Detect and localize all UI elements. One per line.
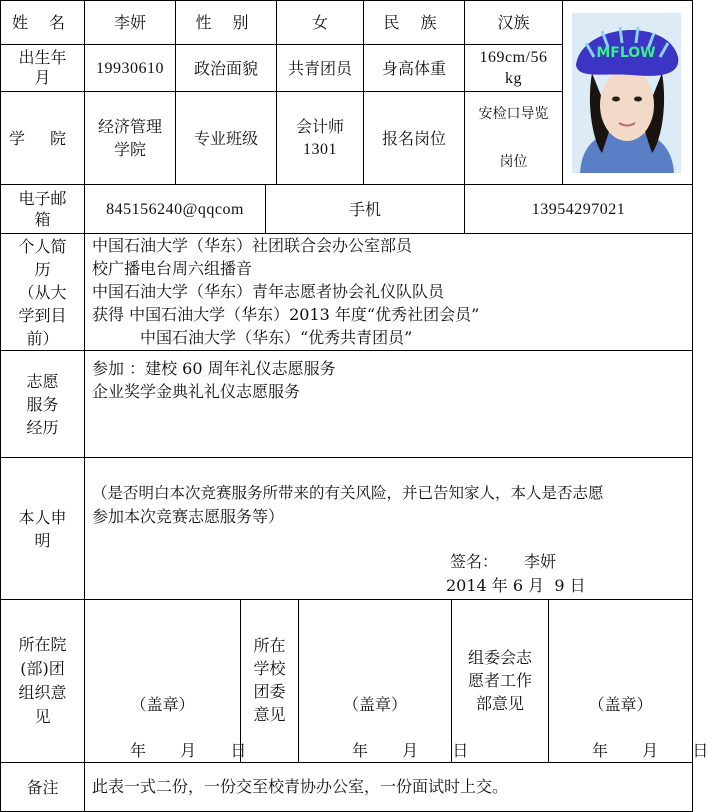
school-opinion-label-line3: 团委 — [253, 682, 286, 701]
declaration-text-line2: 参加本次竞赛志愿服务等） — [92, 507, 285, 526]
college-opinion-label-line4: 见 — [34, 707, 51, 726]
rule-opinions — [0, 762, 693, 763]
class-value-line1: 会计师 — [295, 117, 344, 136]
rule-op4 — [548, 599, 549, 762]
volunteer-label-line3: 经历 — [26, 417, 59, 437]
ethnicity-value: 汉族 — [497, 13, 530, 32]
rule-op2 — [298, 599, 299, 762]
college-date: 年 月 日 — [130, 741, 247, 760]
phone-value: 13954297021 — [531, 200, 626, 218]
declaration-date: 2014 年 6 月 9 日 — [446, 576, 586, 595]
gender-value: 女 — [311, 13, 328, 32]
school-opinion-label — [241, 600, 298, 762]
right-eye — [634, 97, 642, 102]
school-date: 年 月 日 — [352, 741, 469, 760]
class-value-line2: 1301 — [303, 141, 337, 158]
phone-label: 手机 — [348, 199, 381, 219]
birth-label — [1, 45, 84, 91]
politics-label: 政治面貌 — [193, 58, 258, 78]
name-value: 李妍 — [113, 13, 146, 32]
rule-declaration — [0, 599, 693, 600]
height-weight-line1: 169cm/56 — [479, 49, 548, 66]
applicant-photo — [572, 13, 681, 173]
resume-label-line2: 历 — [34, 259, 51, 279]
committee-date: 年 月 日 — [592, 741, 708, 760]
face-shape — [600, 69, 654, 141]
declaration-label — [1, 458, 84, 599]
committee-opinion-label-line2: 愿者工作 — [467, 671, 532, 690]
school-opinion-label-line1: 所在 — [253, 636, 286, 655]
resume-label-line4: 学到目 — [18, 305, 67, 325]
school-opinion-label-line4: 意见 — [253, 705, 286, 724]
volunteer-line: 企业奖学金典礼礼仪志愿服务 — [92, 382, 301, 401]
portrait-illustration — [572, 13, 681, 173]
volunteer-label-line1: 志愿 — [26, 371, 59, 391]
committee-seal: （盖章） — [588, 694, 653, 714]
college-label: 学 院 — [8, 128, 77, 148]
birth-label-line2: 月 — [34, 68, 51, 87]
resume-label-line5: 前） — [26, 328, 59, 348]
position-value-line2: 岗位 — [499, 153, 528, 170]
college-value-line2: 学院 — [113, 140, 146, 159]
left-eye — [612, 97, 620, 102]
birth-value: 19930610 — [96, 59, 164, 77]
declaration-label-line1: 本人申 — [18, 507, 67, 527]
resume-line: 校广播电台周六组播音 — [92, 259, 253, 278]
resume-label — [1, 234, 84, 350]
school-seal: （盖章） — [342, 694, 407, 714]
resume-line: 中国石油大学（华东）青年志愿者协会礼仪队队员 — [92, 282, 445, 301]
resume-label-line3: （从大 — [18, 282, 67, 302]
ethnicity-label: 民 族 — [383, 13, 445, 32]
birth-label-line1: 出生年 — [18, 48, 67, 67]
email-label-line2: 箱 — [34, 210, 51, 229]
college-opinion-label-line1: 所在院 — [18, 635, 67, 654]
email-label-line1: 电子邮 — [18, 189, 67, 208]
note-label: 备注 — [26, 777, 59, 797]
signature-label: 签名： — [450, 552, 499, 571]
volunteer-label — [1, 351, 84, 457]
height-weight-line2: kg — [505, 70, 522, 87]
name-label: 姓 名 — [11, 13, 74, 32]
politics-value: 共青团员 — [287, 58, 352, 78]
committee-opinion-label — [452, 600, 548, 762]
resume-line: 获得 中国石油大学（华东）2013 年度“优秀社团会员” — [92, 305, 480, 324]
volunteer-label-line2: 服务 — [26, 394, 59, 414]
class-value — [277, 92, 363, 184]
college-value — [85, 92, 175, 184]
email-label — [1, 185, 84, 233]
committee-opinion-label-line3: 部意见 — [475, 694, 524, 713]
rule-volunteer — [0, 457, 693, 458]
resume-content — [92, 234, 687, 349]
college-value-line1: 经济管理 — [97, 117, 162, 136]
border-right — [692, 0, 693, 812]
college-opinion-label-line2: (部)团 — [20, 659, 65, 678]
rule-resume — [0, 350, 693, 351]
class-label: 专业班级 — [193, 128, 258, 148]
volunteer-line: 参加 ：建校 60 周年礼仪志愿服务 — [92, 359, 336, 378]
resume-label-line1: 个人简 — [18, 236, 67, 256]
declaration-label-line2: 明 — [34, 530, 51, 550]
email-value: 845156240@qqcom — [106, 200, 244, 218]
gender-label: 性 别 — [195, 13, 257, 32]
college-opinion-label — [1, 600, 84, 762]
committee-opinion-label-line1: 组委会志 — [467, 648, 532, 667]
volunteer-content — [92, 357, 687, 403]
college-opinion-label-line3: 组织意 — [18, 683, 67, 702]
rule-photo-col — [562, 0, 563, 184]
resume-line: 中国石油大学（华东）社团联合会办公室部员 — [92, 236, 413, 255]
signature-name: 李妍 — [524, 552, 557, 571]
position-value-line1: 安检口导览 — [478, 105, 549, 122]
note-text: 此表一式二份，一份交至校青协办公室，一份面试时上交。 — [92, 777, 509, 796]
cap-logo-text: MFLOW — [596, 45, 656, 61]
college-seal: （盖章） — [130, 694, 195, 714]
declaration-text-line1: （是否明白本次竞赛服务所带来的有关风险，并已告知家人，本人是否志愿 — [92, 484, 604, 502]
position-label: 报名岗位 — [381, 128, 446, 148]
resume-line: 中国石油大学（华东）“优秀共青团员” — [140, 328, 413, 347]
height-weight-value — [465, 45, 562, 91]
school-opinion-label-line2: 学校 — [253, 659, 286, 678]
height-weight-label: 身高体重 — [381, 58, 446, 78]
